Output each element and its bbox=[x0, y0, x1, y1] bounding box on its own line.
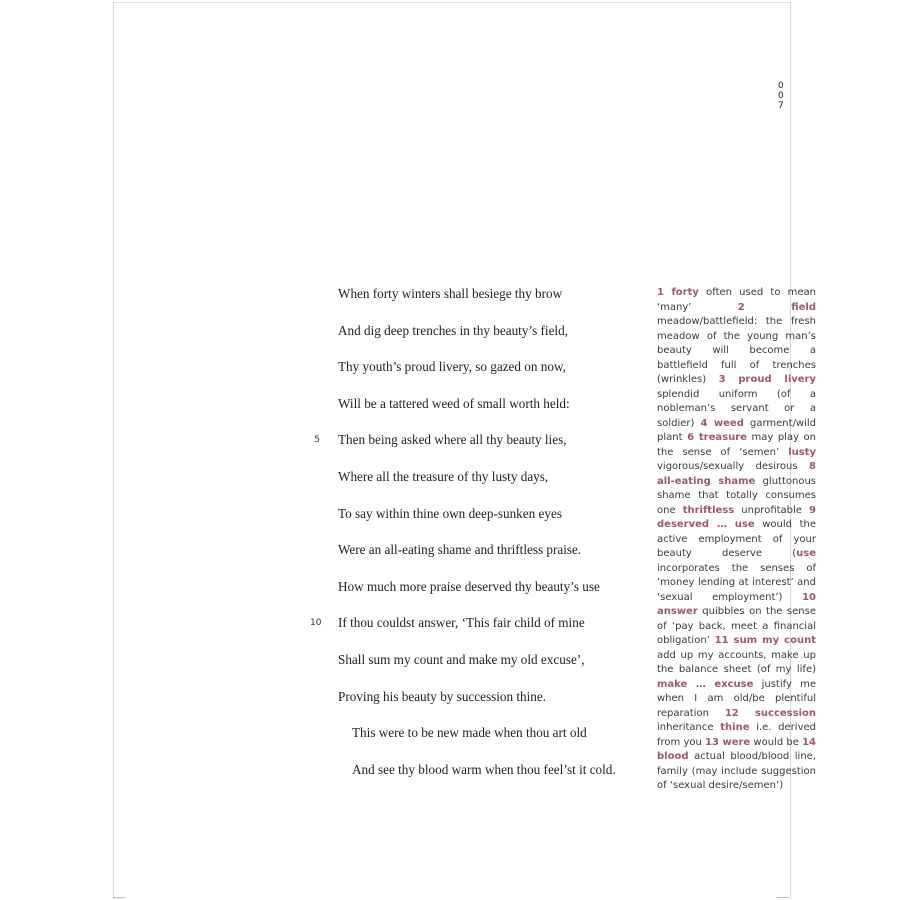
book-page bbox=[113, 2, 817, 899]
note-gloss: i.e. derived from you bbox=[657, 722, 816, 748]
poem-line bbox=[338, 503, 628, 540]
note-keyword: lusty bbox=[788, 446, 816, 458]
note-gloss: splendid uniform (of a nobleman’s servant or a soldier) bbox=[657, 388, 816, 429]
poem-line bbox=[338, 466, 628, 503]
note-gloss: unprofitable bbox=[741, 504, 802, 516]
note-gloss: would be bbox=[753, 736, 799, 748]
poem-line-text: This were to be new made when thou art old bbox=[352, 725, 587, 741]
note-keyword: 3 proud livery bbox=[718, 374, 816, 385]
note-keyword: thriftless bbox=[682, 504, 735, 516]
line-number: 10 bbox=[310, 618, 322, 629]
poem-line-text: If thou couldst answer, ‘This fair child of mine bbox=[338, 615, 585, 631]
line-number: 5 bbox=[314, 435, 320, 446]
note-keyword: 10 answer bbox=[657, 591, 816, 617]
poem-line-text: Where all the treasure of thy lusty days, bbox=[338, 468, 549, 484]
poem-line-text: Were an all-eating shame and thriftless praise. bbox=[338, 542, 582, 558]
poem-line-text: To say within thine own deep-sunken eyes bbox=[338, 505, 562, 521]
note-gloss: add up my accounts, make up the balance sheet (of my life) bbox=[657, 649, 816, 675]
note-keyword: 8 all-eating shame bbox=[657, 461, 816, 487]
poem-line-text: How much more praise deserved thy beauty’s use bbox=[338, 578, 600, 594]
poem-line bbox=[338, 649, 628, 686]
note-keyword: 4 weed bbox=[700, 417, 744, 429]
glossary-notes bbox=[657, 286, 816, 794]
poem-line bbox=[338, 320, 628, 357]
note-keyword: 12 succession bbox=[724, 707, 816, 719]
poem-line-text: Will be a tattered weed of small worth held: bbox=[338, 395, 570, 411]
note-keyword: 6 treasure bbox=[687, 432, 747, 443]
poem-line bbox=[338, 356, 628, 393]
poem-line-text: Proving his beauty by succession thine. bbox=[338, 688, 547, 704]
poem-line-text: Thy youth’s proud livery, so gazed on now, bbox=[338, 359, 566, 375]
note-keyword: 14 blood bbox=[657, 736, 816, 762]
note-gloss: meadow/battlefield: the fresh meadow of the young man’s beauty will become a battlefield full of trenches (wrinkles) bbox=[657, 316, 816, 385]
note-gloss: would the active employment of your beauty deserve ( bbox=[657, 519, 816, 559]
poem-line-text: Then being asked where all thy beauty lies, bbox=[338, 432, 567, 448]
crop-mark-right bbox=[777, 897, 789, 898]
note-keyword: 9 deserved … use bbox=[657, 504, 816, 530]
note-gloss: justify me when I am old/be plentiful reparation bbox=[657, 678, 816, 719]
note-keyword: 1 forty bbox=[657, 287, 699, 298]
poem-line bbox=[338, 283, 628, 320]
poem-line-text: And see thy blood warm when thou feel’st it cold. bbox=[352, 761, 616, 777]
poem-line bbox=[338, 539, 628, 576]
note-gloss: actual blood/blood line, family (may include suggestion of ‘sexual desire/semen’) bbox=[657, 751, 816, 791]
note-gloss: often used to mean ‘many’ bbox=[657, 287, 817, 313]
poem-line-text: When forty winters shall besiege thy brow bbox=[338, 286, 563, 301]
poem-line bbox=[338, 759, 628, 796]
note-gloss: incorporates the senses of ‘money lending at interest’ and ‘sexual employment’) bbox=[657, 562, 816, 603]
note-keyword: thine bbox=[720, 722, 750, 733]
poem-line-text: Shall sum my count and make my old excuse’, bbox=[338, 651, 585, 667]
note-gloss: quibbles on the sense of ‘pay back, meet a financial obligation’ bbox=[657, 606, 816, 646]
note-gloss: garment/wild plant bbox=[657, 417, 817, 443]
poem-line bbox=[338, 576, 628, 613]
note-keyword: 13 were bbox=[705, 736, 751, 748]
poem-line bbox=[338, 686, 628, 723]
page-number: 0 0 7 bbox=[778, 81, 789, 111]
note-gloss: inheritance bbox=[657, 722, 714, 733]
sonnet-text bbox=[310, 283, 628, 795]
note-keyword: 2 field bbox=[737, 301, 816, 313]
note-gloss: may play on the sense of ‘semen’ bbox=[657, 432, 817, 458]
note-keyword: make … excuse bbox=[657, 678, 754, 690]
poem-line-text: And dig deep trenches in thy beauty’s field, bbox=[338, 322, 568, 338]
note-keyword: 11 sum my count bbox=[714, 635, 817, 646]
note-keyword: use bbox=[796, 548, 816, 559]
poem-line bbox=[310, 612, 628, 649]
note-gloss: gluttonous shame that totally consumes one bbox=[657, 475, 816, 516]
poem-line bbox=[338, 393, 628, 430]
note-gloss: vigorous/sexually desirous bbox=[657, 461, 798, 472]
poem-line bbox=[314, 429, 628, 466]
crop-mark-left bbox=[113, 897, 125, 898]
poem-line bbox=[338, 722, 628, 759]
